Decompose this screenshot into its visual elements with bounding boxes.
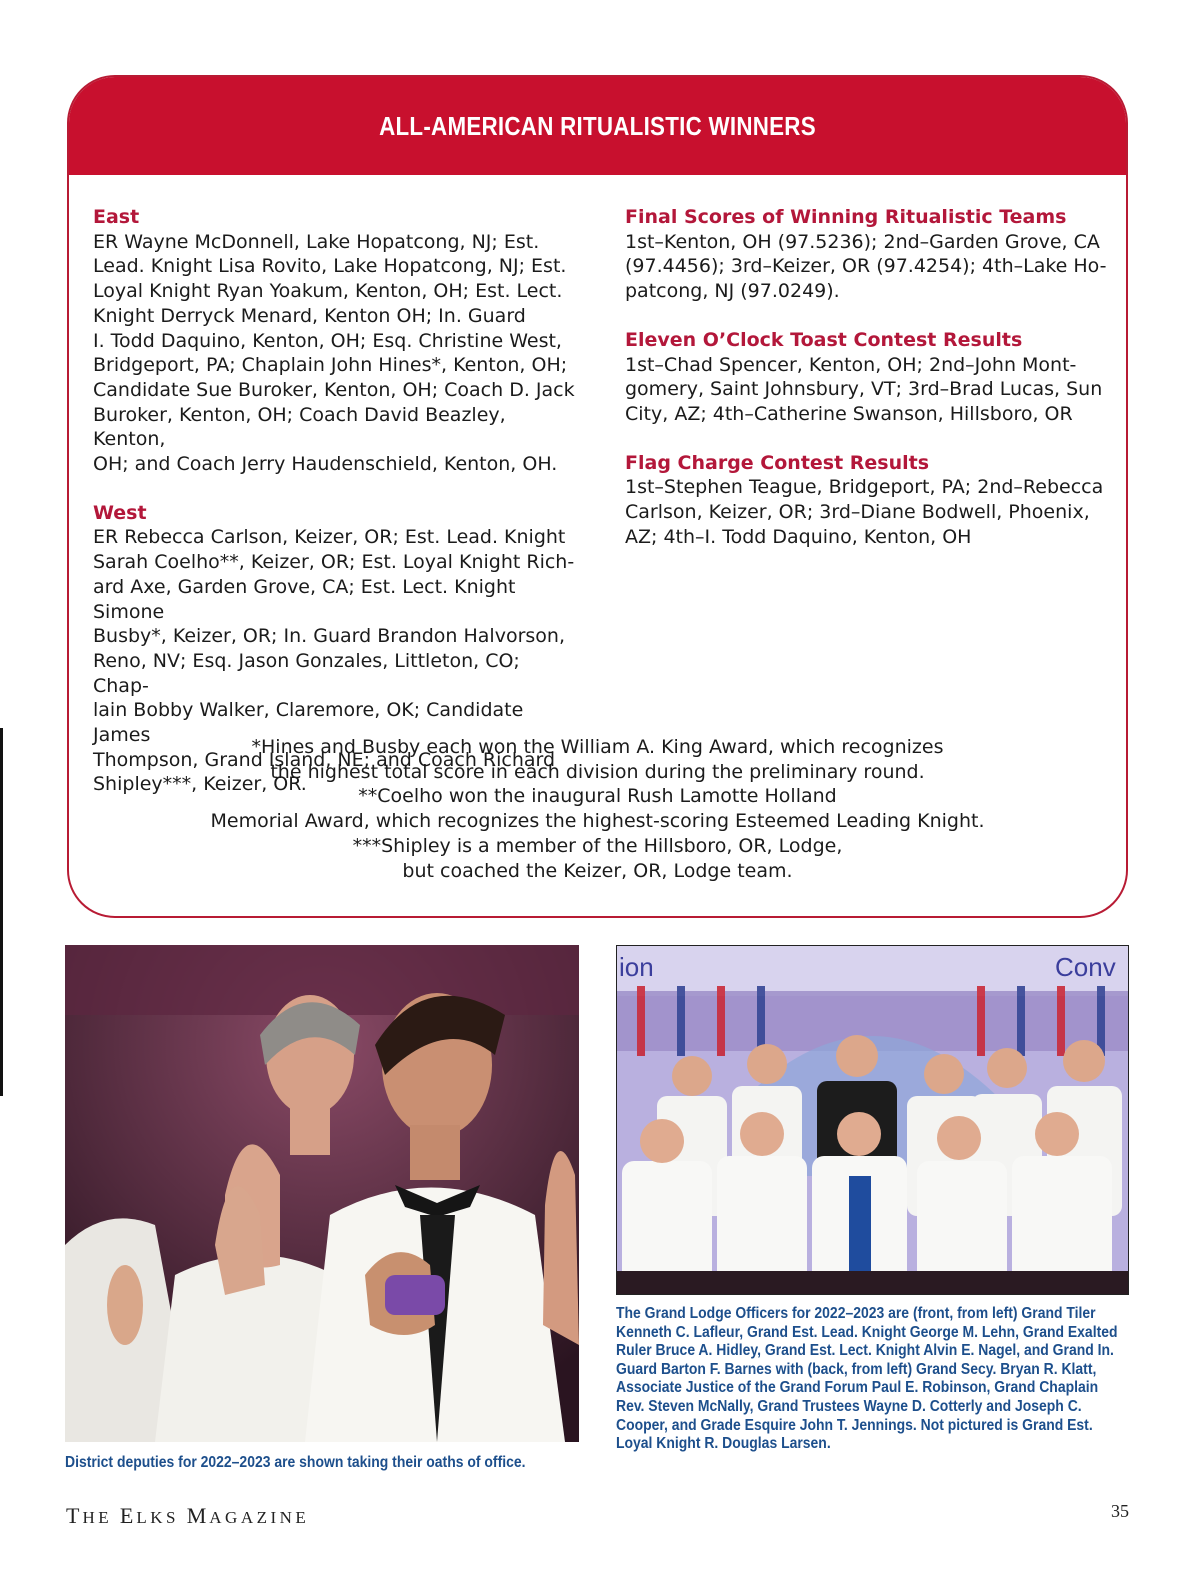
note-line: **Coelho won the inaugural Rush Lamotte Holland xyxy=(358,785,837,808)
flag-section xyxy=(625,451,1110,550)
right-column xyxy=(625,205,1110,573)
final-scores-line: 1st–Kenton, OH (97.5236); 2nd–Garden Grove, CA xyxy=(625,230,1100,253)
west-line: ER Rebecca Carlson, Keizer, OR; Est. Lead. Knight xyxy=(93,526,566,549)
east-section xyxy=(93,205,578,477)
toast-heading: Eleven O’Clock Toast Contest Results xyxy=(625,328,1023,351)
note-line: the highest total score in each division during the preliminary round. xyxy=(270,760,925,783)
note-line: but coached the Keizer, OR, Lodge team. xyxy=(402,859,793,882)
flag-line: AZ; 4th–I. Todd Daquino, Kenton, OH xyxy=(625,525,972,548)
banner-text-right: Conv xyxy=(1055,952,1116,982)
left-column xyxy=(93,205,578,821)
final-scores-section xyxy=(625,205,1110,304)
west-line: ard Axe, Garden Grove, CA; Est. Lect. Knight Simone xyxy=(93,575,516,623)
box-title: ALL-AMERICAN RITUALISTIC WINNERS xyxy=(379,111,816,141)
oath-photo-illustration xyxy=(65,945,579,1442)
west-line: Sarah Coelho**, Keizer, OR; Est. Loyal Knight Rich- xyxy=(93,551,575,574)
final-scores-line: (97.4456); 3rd–Keizer, OR (97.4254); 4th–Lake Ho- xyxy=(625,255,1107,278)
magazine-initial-e: E xyxy=(119,1503,137,1528)
west-line: Thompson, Grand Island, NE; and Coach Richard xyxy=(93,748,556,771)
award-notes xyxy=(69,735,1126,883)
west-line: Shipley***, Keizer, OR. xyxy=(93,773,307,796)
note-line: Memorial Award, which recognizes the highest-scoring Esteemed Leading Knight. xyxy=(210,810,985,833)
margin-rule xyxy=(0,728,3,1096)
east-line: Loyal Knight Ryan Yoakum, Kenton, OH; Est. Lect. xyxy=(93,280,563,303)
west-heading: West xyxy=(93,501,147,524)
winners-box xyxy=(67,75,1128,918)
page-number: 35 xyxy=(1111,1501,1129,1521)
final-scores-line: patcong, NJ (97.0249). xyxy=(625,280,840,303)
east-line: OH; and Coach Jerry Haudenschield, Kenton, OH. xyxy=(93,453,558,476)
final-scores-heading: Final Scores of Winning Ritualistic Teams xyxy=(625,206,1067,228)
district-deputies-caption: District deputies for 2022–2023 are shown taking their oaths of office. xyxy=(65,1454,526,1471)
magazine-magazine: AGAZINE xyxy=(209,1508,310,1527)
west-line: Reno, NV; Esq. Jason Gonzales, Littleton, CO; Chap- xyxy=(93,649,520,697)
west-line: Busby*, Keizer, OR; In. Guard Brandon Halvorson, xyxy=(93,625,565,648)
box-header xyxy=(69,77,1126,175)
flag-line: Carlson, Keizer, OR; 3rd–Diane Bodwell, Phoenix, xyxy=(625,501,1090,524)
officers-photo-illustration xyxy=(617,946,1128,1294)
banner-text-left: ion xyxy=(619,952,654,982)
flag-heading: Flag Charge Contest Results xyxy=(625,451,930,474)
toast-line: gomery, Saint Johnsbury, VT; 3rd–Brad Lucas, Sun xyxy=(625,378,1103,401)
east-heading: East xyxy=(93,206,140,228)
east-line: Knight Derryck Menard, Kenton OH; In. Guard xyxy=(93,304,526,327)
east-line: ER Wayne McDonnell, Lake Hopatcong, NJ; Est. xyxy=(93,230,540,253)
east-line: Bridgeport, PA; Chaplain John Hines*, Kenton, OH; xyxy=(93,354,568,377)
east-line: Candidate Sue Buroker, Kenton, OH; Coach D. Jack xyxy=(93,378,575,401)
toast-line: City, AZ; 4th–Catherine Swanson, Hillsboro, OR xyxy=(625,402,1073,425)
district-deputies-photo xyxy=(65,945,579,1442)
flag-line: 1st–Stephen Teague, Bridgeport, PA; 2nd–Rebecca xyxy=(625,476,1104,499)
note-line: ***Shipley is a member of the Hillsboro, OR, Lodge, xyxy=(352,834,843,857)
note-line: *Hines and Busby each won the William A. King Award, which recognizes xyxy=(251,736,944,758)
toast-section xyxy=(625,328,1110,427)
magazine-initial-m: M xyxy=(186,1503,210,1528)
grand-lodge-officers-photo xyxy=(616,945,1129,1295)
magazine-the: HE xyxy=(82,1508,120,1527)
magazine-elks: LKS xyxy=(136,1508,187,1527)
magazine-name xyxy=(66,1503,309,1529)
east-line: Buroker, Kenton, OH; Coach David Beazley, Kenton, xyxy=(93,403,506,451)
magazine-initial-t: T xyxy=(66,1503,83,1528)
east-line: Lead. Knight Lisa Rovito, Lake Hopatcong, NJ; Est. xyxy=(93,255,567,278)
grand-lodge-officers-caption: The Grand Lodge Officers for 2022–2023 are (front, from left) Grand Tiler Kenneth C. Lafleur, Grand Est. Lead. Knight George M. Lehn, Grand Exalted Ruler Bruce A. Hidley, Grand Est. Lect. Knight Alvin E. Nagel, and Grand In. Guard Barton F. Barnes with (back, from left) Grand Secy. Bryan R. Klatt, Associate Justice of the Grand Forum Paul E. Robinson, Grand Chaplain Rev. Steven McNally, Grand Trustees Wayne D. Cotterly and Joseph C. Cooper, and Grade Esquire John T. Jennings. Not pictured is Grand Est. Loyal Knight R. Douglas Larsen. xyxy=(616,1305,1118,1453)
east-line: I. Todd Daquino, Kenton, OH; Esq. Christine West, xyxy=(93,329,562,352)
toast-line: 1st–Chad Spencer, Kenton, OH; 2nd–John Mont- xyxy=(625,353,1077,376)
west-line: lain Bobby Walker, Claremore, OK; Candidate James xyxy=(93,699,524,747)
